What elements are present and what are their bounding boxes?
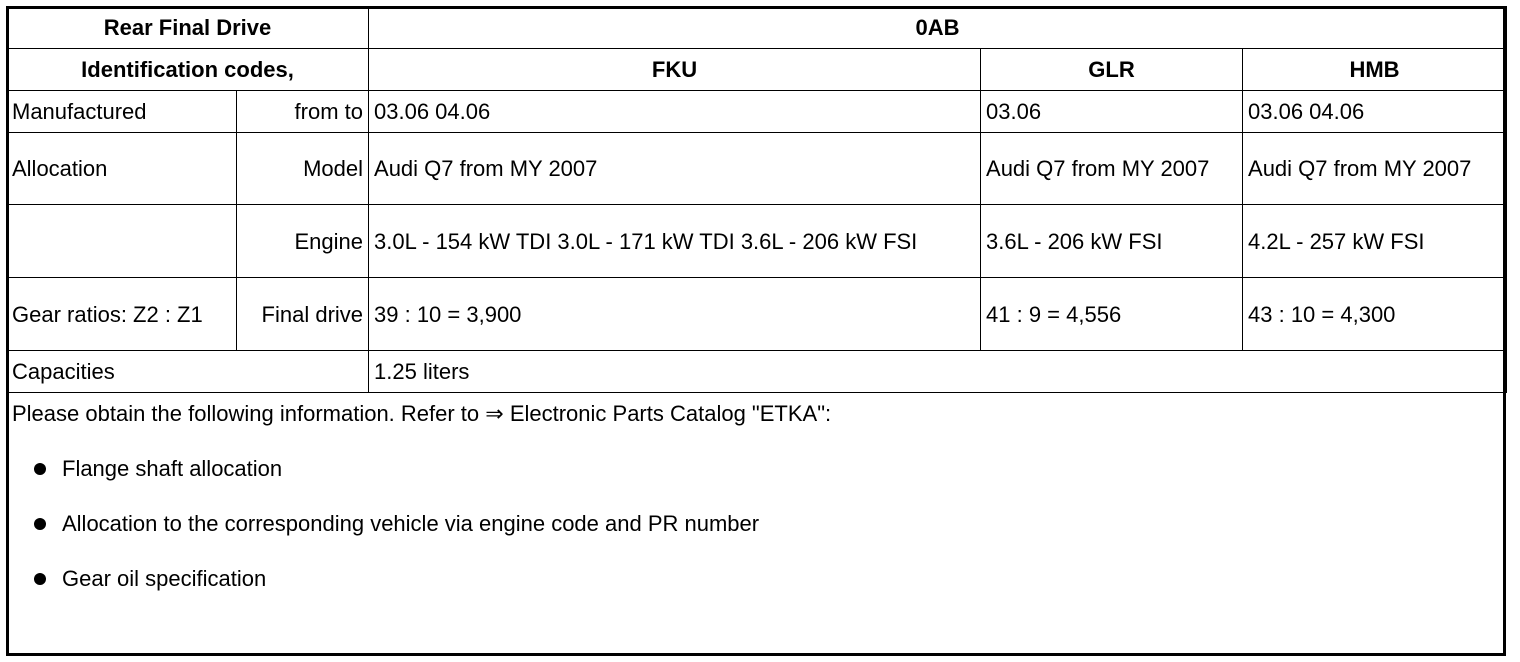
code-fku: FKU [369, 49, 981, 91]
capacities-value: 1.25 liters [369, 351, 1507, 393]
engine-glr: 3.6L - 206 kW FSI [981, 205, 1243, 278]
bullet-icon [34, 463, 46, 475]
gear-ratio-glr: 41 : 9 = 4,556 [981, 278, 1243, 351]
notes-section [6, 392, 1506, 656]
allocation-glr: Audi Q7 from MY 2007 [981, 133, 1243, 205]
engine-fku: 3.0L - 154 kW TDI 3.0L - 171 kW TDI 3.6L - 206 kW FSI [369, 205, 981, 278]
engine-label [7, 205, 237, 278]
engine-sub: Engine [237, 205, 369, 278]
list-item-text: Flange shaft allocation [62, 456, 283, 481]
manufactured-row [7, 91, 1507, 133]
list-item-text: Allocation to the corresponding vehicle via engine code and PR number [62, 511, 760, 536]
gear-ratio-label: Gear ratios: Z2 : Z1 [7, 278, 237, 351]
capacities-row [7, 351, 1507, 393]
allocation-fku: Audi Q7 from MY 2007 [369, 133, 981, 205]
notes-list [12, 454, 1506, 593]
manufactured-glr: 03.06 [981, 91, 1243, 133]
allocation-label: Allocation [7, 133, 237, 205]
id-codes-label: Identification codes, [7, 49, 369, 91]
gear-ratio-sub: Final drive [237, 278, 369, 351]
bullet-icon [34, 518, 46, 530]
manufactured-sub: from to [237, 91, 369, 133]
list-item [12, 564, 1506, 593]
table-title: Rear Final Drive [7, 7, 369, 49]
engine-hmb: 4.2L - 257 kW FSI [1243, 205, 1507, 278]
notes-intro: Please obtain the following information. Refer to ⇒ Electronic Parts Catalog "ETKA": [12, 401, 832, 426]
manufactured-label: Manufactured [7, 91, 237, 133]
list-item [12, 509, 1506, 538]
engine-row [7, 205, 1507, 278]
allocation-sub: Model [237, 133, 369, 205]
capacities-label: Capacities [7, 351, 369, 393]
bullet-icon [34, 573, 46, 585]
transmission-code: 0AB [369, 7, 1507, 49]
manufactured-hmb: 03.06 04.06 [1243, 91, 1507, 133]
list-item-text: Gear oil specification [62, 566, 267, 591]
gear-ratio-hmb: 43 : 10 = 4,300 [1243, 278, 1507, 351]
code-hmb: HMB [1243, 49, 1507, 91]
spec-table [6, 6, 1507, 393]
gear-ratio-fku: 39 : 10 = 3,900 [369, 278, 981, 351]
codes-row [7, 49, 1507, 91]
code-glr: GLR [981, 49, 1243, 91]
manufactured-fku: 03.06 04.06 [369, 91, 981, 133]
title-row [7, 7, 1507, 49]
gear-ratio-row [7, 278, 1507, 351]
list-item [12, 454, 1506, 483]
allocation-hmb: Audi Q7 from MY 2007 [1243, 133, 1507, 205]
allocation-row [7, 133, 1507, 205]
